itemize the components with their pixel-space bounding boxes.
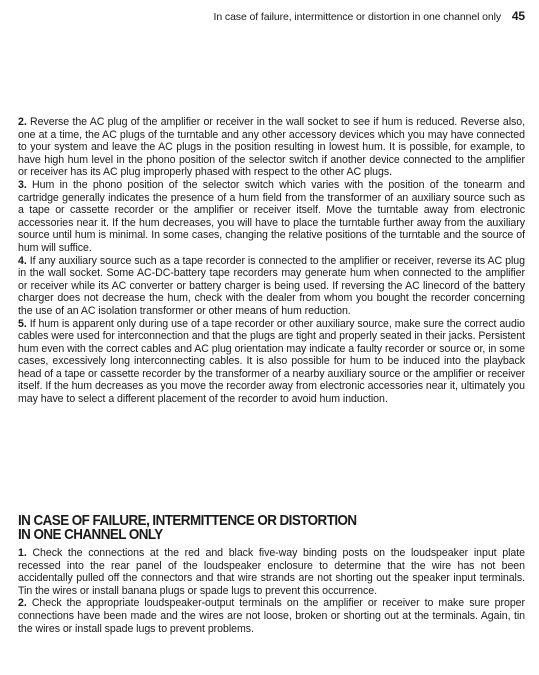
item-number: 5. xyxy=(18,317,27,330)
section-heading-line-1: IN CASE OF FAILURE, INTERMITTENCE OR DISTORTION xyxy=(18,513,357,529)
list-item xyxy=(18,116,525,179)
item-text: If hum is apparent only during use of a tape recorder or other auxiliary source, make sure the correct audio cables were used for interconnection and that the plugs are tight and properly seated in their jacks. Persistent hum even with the correct cables and AC plug orientation may indicate a faulty recorder or source or, in some cases, excessively long interconnecting cables. It is also possible for hum to be induced into the playback head of a tape or cassette recorder by the transformer of a nearby auxiliary source or the amplifier or receiver itself. If the hum decreases as you move the recorder away from electronic accessories near it, ultimately you may have to select a different placement of the recorder to avoid hum induction. xyxy=(18,317,525,406)
list-item xyxy=(18,547,525,597)
running-header xyxy=(214,9,525,23)
hum-troubleshooting-list xyxy=(18,116,525,406)
item-number: 1. xyxy=(18,547,27,559)
item-text: If any auxiliary source such as a tape recorder is connected to the amplifier or receiver, reverse its AC plug in the wall socket. Some AC-DC-battery tape recorders may generate hum when connected to the amplifier or receiver while its AC converter or battery charger is being used. If reversing the AC linecord of the battery charger does not decrease the hum, check with the dealer from whom you bought the recorder concerning the use of an AC isolation transformer or other means of hum reduction. xyxy=(18,254,525,317)
item-number: 3. xyxy=(18,178,27,191)
page-number: 45 xyxy=(511,9,525,23)
item-text: Check the appropriate loudspeaker-output terminals on the amplifier or receiver to make sure proper connections have been made and the wires are not loose, broken or shorting out at the terminals. Again, tin the wires or install spade lugs to prevent problems. xyxy=(18,597,525,635)
section-heading-line-2: IN ONE CHANNEL ONLY xyxy=(18,527,163,544)
item-text: Hum in the phono position of the selector switch which varies with the position of the tonearm and cartridge generally indicates the presence of a hum field from the transformer of an auxiliary source such as a tape or cassette recorder or the amplifier or receiver itself. Move the turntable away from electronic accessories near it. If the hum decreases, you will have to place the turntable further away from the auxiliary source until hum is minimal. In some cases, changing the relative positions of the turntable and the source of hum will suffice. xyxy=(18,178,525,254)
channel-failure-list xyxy=(18,547,525,635)
section-heading xyxy=(18,514,484,542)
list-item xyxy=(18,597,525,635)
list-item xyxy=(18,179,525,255)
item-number: 2. xyxy=(18,597,27,610)
list-item xyxy=(18,318,525,406)
running-header-title: In case of failure, intermittence or distortion in one channel only xyxy=(213,11,502,23)
item-text: Reverse the AC plug of the amplifier or receiver in the wall socket to see if hum is reduced. Reverse also, one at a time, the AC plugs of the turntable and any other accessory devices which you may have connected to your system and leave the AC plugs in the position resulting in lowest hum. It is possible, for example, to have high hum level in the phono position of the selector switch if another device connected to the amplifier or receiver has its AC plug improperly phased with respect to the other AC plugs. xyxy=(18,116,525,179)
list-item xyxy=(18,255,525,318)
item-number: 2. xyxy=(18,116,27,128)
item-text: Check the connections at the red and black five-way binding posts on the loudspeaker input plate recessed into the rear panel of the loudspeaker enclosure to determine that the wire has not been accidentally pulled off the connectors and that wire strands are not shorting out the speaker input terminals. Tin the wires or install banana plugs or spade lugs to prevent this occurrence. xyxy=(18,547,525,597)
item-number: 4. xyxy=(18,254,27,267)
